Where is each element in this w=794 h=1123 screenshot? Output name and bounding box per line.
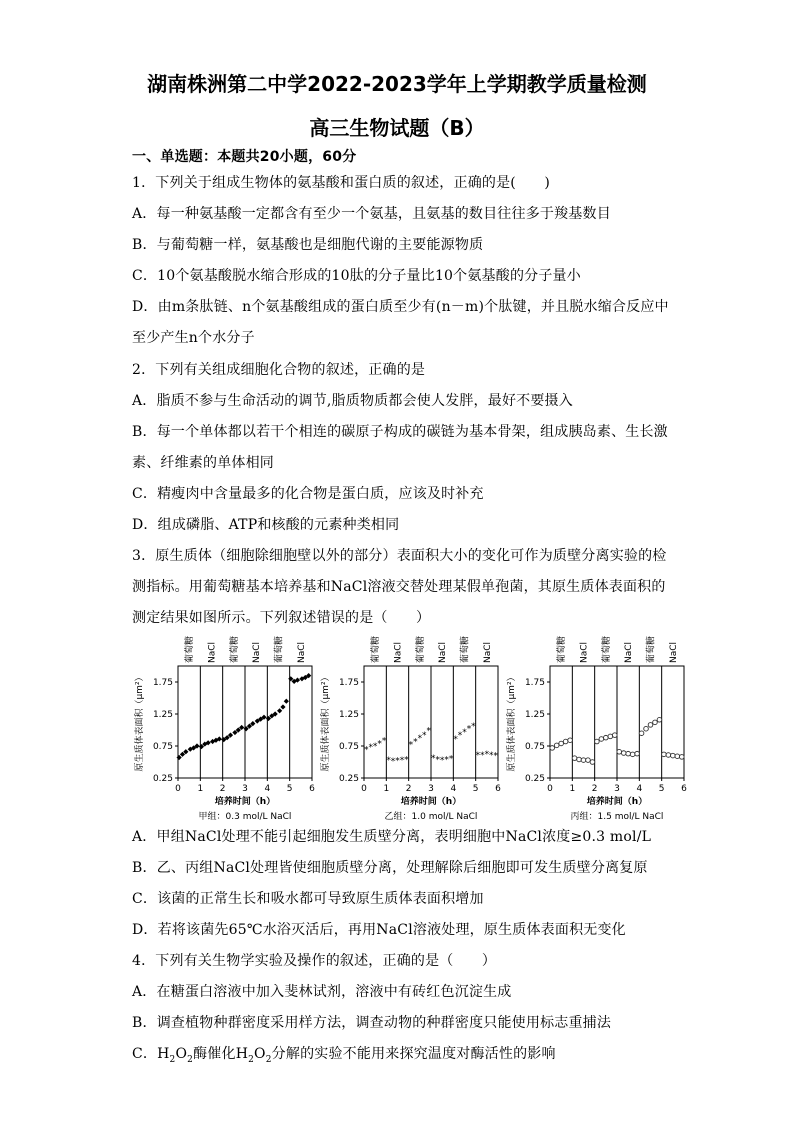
x-tick-label: 3 — [614, 784, 620, 794]
data-point — [595, 739, 600, 744]
data-point — [554, 743, 559, 748]
data-point: * — [399, 755, 405, 766]
data-point — [648, 723, 653, 728]
data-point — [563, 739, 568, 744]
chart-caption: 甲组：0.3 mol/L NaCl — [198, 812, 292, 822]
data-point — [666, 753, 671, 758]
treatment-label: 葡萄糖 — [274, 636, 285, 663]
q3-option-d: D．若将该菌先65℃水浴灭活后，再用NaCl溶液处理，原生质体表面积无变化 — [132, 922, 626, 938]
data-point: * — [404, 755, 409, 766]
y-tick-label: 1.75 — [524, 678, 545, 688]
chart-svg-jia — [132, 636, 322, 822]
q4-c-mid: 酶催化H — [193, 1046, 249, 1062]
treatment-label: 葡萄糖 — [371, 636, 382, 663]
data-point — [662, 752, 667, 757]
x-axis-label: 培养时间（h） — [214, 797, 276, 807]
y-tick-label: 0.75 — [524, 742, 545, 752]
treatment-label: 葡萄糖 — [601, 636, 612, 663]
treatment-label: NaCl — [624, 641, 635, 663]
data-point — [644, 726, 649, 731]
treatment-label: 葡萄糖 — [185, 636, 196, 663]
q4-c-o2: O — [254, 1046, 266, 1062]
q1-option-d: D．由m条肽链、n个氨基酸组成的蛋白质至少有(n－m)个肽键，并且脱水缩合反应中 — [132, 299, 669, 315]
subscript-2: 2 — [265, 1054, 272, 1065]
subscript-2: 2 — [187, 1054, 194, 1065]
x-tick-label: 5 — [286, 784, 293, 794]
data-point — [586, 758, 591, 763]
data-point — [590, 760, 595, 765]
data-point: * — [489, 750, 494, 761]
data-point: * — [372, 741, 378, 752]
treatment-label: 葡萄糖 — [460, 636, 471, 663]
treatment-label: NaCl — [668, 641, 679, 663]
chart-caption: 乙组：1.0 mol/L NaCl — [384, 812, 478, 822]
chart-group-bing — [504, 636, 694, 822]
subscript-2: 2 — [169, 1054, 176, 1065]
data-point: * — [390, 757, 396, 768]
x-tick-label: 2 — [405, 784, 412, 794]
data-point — [599, 737, 604, 742]
y-tick-label: 0.25 — [524, 774, 545, 784]
data-point — [581, 758, 586, 763]
data-point: * — [363, 745, 369, 756]
data-point — [635, 751, 640, 756]
x-tick-label: 4 — [450, 784, 457, 794]
data-point — [604, 735, 609, 740]
data-point: * — [475, 750, 481, 761]
data-point: * — [484, 750, 490, 761]
data-point: * — [413, 737, 418, 748]
data-point: * — [377, 739, 382, 750]
y-tick-label: 0.25 — [338, 774, 359, 784]
x-axis-label: 培养时间（h） — [586, 797, 648, 807]
data-point: * — [395, 756, 400, 767]
data-point — [577, 757, 582, 762]
data-point: * — [453, 734, 458, 745]
q3-stem-cont: 测指标。用葡萄糖基本培养基和NaCl溶液交替处理某假单孢菌，其原生质体表面积的 — [132, 579, 666, 595]
subscript-2: 2 — [248, 1054, 255, 1065]
treatment-label: NaCl — [579, 641, 590, 663]
chart-group-jia — [132, 636, 322, 822]
data-point — [671, 753, 676, 758]
y-axis-label: 原生质体表面积（μm²） — [507, 672, 517, 772]
exam-subtitle: 高三生物试题（B） — [309, 116, 485, 140]
data-point: * — [435, 755, 440, 766]
data-point — [177, 755, 182, 760]
y-tick-label: 1.75 — [152, 678, 173, 688]
treatment-label: 葡萄糖 — [229, 636, 240, 663]
data-point — [679, 755, 684, 760]
data-point: * — [386, 755, 391, 766]
treatment-label: NaCl — [393, 641, 404, 663]
data-point — [280, 704, 285, 709]
data-point — [617, 749, 622, 754]
data-point: * — [462, 727, 467, 738]
data-point — [550, 746, 555, 751]
y-tick-label: 0.75 — [338, 742, 359, 752]
x-tick-label: 3 — [242, 784, 248, 794]
data-point — [568, 738, 573, 743]
q2-option-d: D．组成磷脂、ATP和核酸的元素种类相同 — [132, 517, 400, 533]
x-tick-label: 4 — [636, 784, 643, 794]
x-tick-label: 0 — [361, 784, 367, 794]
data-point — [559, 741, 564, 746]
q3-option-c: C．该菌的正常生长和吸水都可导致原生质体表面积增加 — [132, 891, 484, 907]
x-tick-label: 0 — [547, 784, 553, 794]
treatment-label: 葡萄糖 — [557, 636, 568, 663]
y-tick-label: 0.25 — [152, 774, 173, 784]
q3-stem-cont2: 测定结果如图所示。下列叙述错误的是（ ） — [132, 610, 431, 626]
treatment-label: NaCl — [482, 641, 493, 663]
q2-option-b-cont: 素、纤维素的单体相同 — [132, 455, 274, 471]
data-point — [284, 699, 289, 704]
x-tick-label: 1 — [569, 784, 576, 794]
section-heading: 一、单选题：本题共20小题，60分 — [132, 149, 357, 165]
data-point: * — [457, 730, 463, 741]
q3-option-a: A．甲组NaCl处理不能引起细胞发生质壁分离，表明细胞中NaCl浓度≥0.3 mol/L — [132, 829, 652, 845]
data-point: * — [439, 755, 445, 766]
q4-option-b: B．调查植物种群密度采用样方法，调查动物的种群密度只能使用标志重捕法 — [132, 1015, 612, 1031]
q2-option-a: A．脂质不参与生命活动的调节,脂质物质都会使人发胖，最好不要摄入 — [132, 393, 573, 409]
y-tick-label: 1.25 — [152, 710, 173, 720]
data-point — [653, 720, 658, 725]
q4-c-o1: O — [175, 1046, 188, 1062]
data-point: * — [448, 754, 454, 765]
q4-c-prefix: C．H — [132, 1046, 170, 1062]
q4-option-a: A．在糖蛋白溶液中加入斐林试剂，溶液中有砖红色沉淀生成 — [132, 984, 512, 1000]
treatment-label: NaCl — [207, 641, 218, 663]
data-point — [657, 717, 662, 722]
chart-caption: 丙组：1.5 mol/L NaCl — [570, 812, 664, 822]
chart-svg-yi — [318, 636, 508, 822]
x-tick-label: 4 — [264, 784, 271, 794]
treatment-label: 葡萄糖 — [646, 636, 657, 663]
data-point: * — [480, 750, 485, 761]
data-point: * — [466, 724, 472, 735]
exam-title: 湖南株洲第二中学2022-2023学年上学期教学质量检测 — [147, 72, 647, 96]
x-tick-label: 6 — [495, 784, 501, 794]
x-tick-label: 5 — [472, 784, 479, 794]
q2-option-c: C．精瘦肉中含量最多的化合物是蛋白质，应该及时补充 — [132, 486, 484, 502]
q2-option-b: B．每一个单体都以若干个相连的碳原子构成的碳链为基本骨架，组成胰岛素、生长激 — [132, 424, 668, 440]
x-tick-label: 3 — [428, 784, 434, 794]
data-point: * — [430, 754, 436, 765]
data-point — [608, 734, 613, 739]
y-axis-label: 原生质体表面积（μm²） — [135, 672, 145, 772]
y-tick-label: 0.75 — [152, 742, 173, 752]
data-point: * — [408, 740, 414, 751]
data-point — [639, 731, 644, 736]
x-tick-label: 0 — [175, 784, 181, 794]
data-point: * — [444, 755, 449, 766]
q1-option-a: A．每一种氨基酸一定都含有至少一个氨基，且氨基的数目往往多于羧基数目 — [132, 206, 611, 222]
q1-option-d-cont: 至少产生n个水分子 — [132, 330, 255, 346]
x-tick-label: 5 — [658, 784, 665, 794]
data-point — [621, 751, 626, 756]
data-point: * — [471, 722, 476, 733]
q1-option-c: C．10个氨基酸脱水缩合形成的10肽的分子量比10个氨基酸的分子量小 — [132, 268, 581, 284]
x-tick-label: 6 — [681, 784, 687, 794]
q3-option-b: B．乙、丙组NaCl处理皆使细胞质壁分离，处理解除后细胞即可发生质壁分离复原 — [132, 860, 648, 876]
chart-group-yi — [318, 636, 508, 822]
data-point — [675, 754, 680, 759]
data-point — [277, 708, 282, 713]
y-tick-label: 1.25 — [338, 710, 359, 720]
y-axis-label: 原生质体表面积（μm²） — [321, 672, 331, 772]
q4-c-suffix: 分解的实验不能用来探究温度对酶活性的影响 — [271, 1046, 556, 1062]
treatment-label: NaCl — [252, 641, 263, 663]
data-point: * — [493, 751, 499, 762]
data-point: * — [368, 743, 373, 754]
x-tick-label: 2 — [219, 784, 226, 794]
y-tick-label: 1.25 — [524, 710, 545, 720]
q2-stem: 2．下列有关组成细胞化合物的叙述，正确的是 — [132, 362, 426, 378]
treatment-label: NaCl — [296, 641, 307, 663]
x-tick-label: 2 — [591, 784, 598, 794]
q1-option-b: B．与葡萄糖一样，氨基酸也是细胞代谢的主要能源物质 — [132, 237, 484, 253]
q3-figure — [132, 636, 692, 822]
data-point: * — [426, 726, 432, 737]
data-point — [572, 756, 577, 761]
data-point — [630, 752, 635, 757]
q1-stem: 1．下列关于组成生物体的氨基酸和蛋白质的叙述，正确的是( ) — [132, 175, 551, 191]
q4-option-c — [132, 1043, 556, 1065]
x-axis-label: 培养时间（h） — [400, 797, 462, 807]
data-point: * — [381, 736, 387, 747]
chart-svg-bing — [504, 636, 694, 822]
treatment-label: NaCl — [438, 641, 449, 663]
x-tick-label: 1 — [383, 784, 390, 794]
x-tick-label: 6 — [309, 784, 315, 794]
data-point — [626, 751, 631, 756]
q4-stem: 4．下列有关生物学实验及操作的叙述，正确的是（ ） — [132, 953, 497, 969]
y-tick-label: 1.75 — [338, 678, 359, 688]
data-point — [612, 733, 617, 738]
x-tick-label: 1 — [197, 784, 204, 794]
treatment-label: 葡萄糖 — [415, 636, 426, 663]
data-point: * — [417, 734, 423, 745]
data-point: * — [422, 730, 427, 741]
q3-stem: 3．原生质体（细胞除细胞壁以外的部分）表面积大小的变化可作为质壁分离实验的检 — [132, 548, 667, 564]
